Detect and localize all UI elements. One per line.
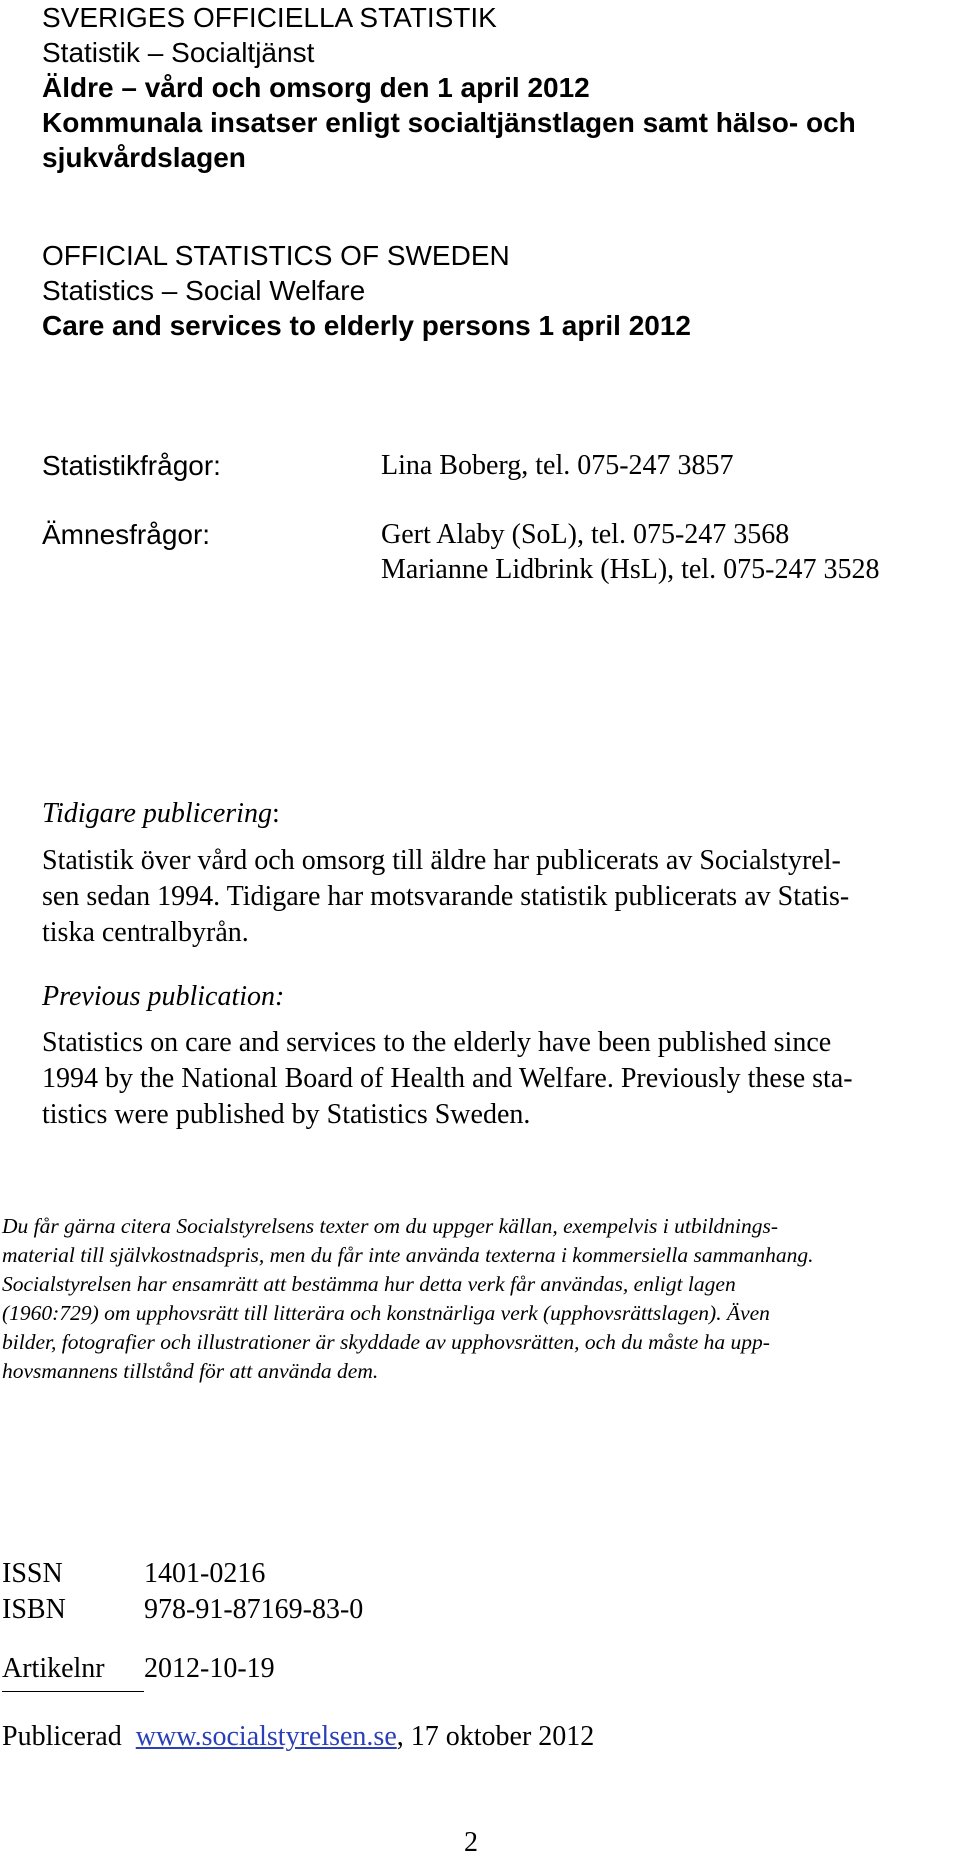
header-swedish: [42, 0, 856, 175]
series-title: SVERIGES OFFICIELLA STATISTIK: [42, 2, 497, 33]
issn-value: 1401-0216: [144, 1558, 266, 1589]
copyright-notice: [2, 1212, 952, 1386]
subject-title-en: Statistics – Social Welfare: [42, 275, 366, 306]
statistics-contact: Lina Boberg, tel. 075-247 3857: [381, 450, 734, 481]
copyright-line: material till självkostnadspris, men du får inte använda texterna i kommersiella sammanhang.: [2, 1243, 814, 1267]
page-number: 2: [464, 1827, 478, 1858]
issn-label: ISSN: [2, 1558, 63, 1589]
copyright-line: bilder, fotografier och illustrationer är skyddade av upphovsrätten, och du måste ha upp-: [2, 1330, 770, 1354]
subject-title: Statistik – Socialtjänst: [42, 37, 315, 68]
previous-publication-heading: Previous publication:: [42, 981, 285, 1012]
isbn-value: 978-91-87169-83-0: [144, 1594, 364, 1625]
report-title-en: Care and services to elderly persons 1 april 2012: [42, 310, 692, 341]
statistics-questions-label: Statistikfrågor:: [42, 450, 221, 481]
subject-questions-label: Ämnesfrågor:: [42, 519, 211, 550]
website-link[interactable]: www.socialstyrelsen.se: [135, 1721, 397, 1752]
earlier-publication-heading: Tidigare publicering:: [42, 798, 280, 829]
copyright-line: hovsmannens tillstånd för att använda dem.: [2, 1359, 379, 1383]
isbn-label: ISBN: [2, 1594, 66, 1625]
copyright-line: Du får gärna citera Socialstyrelsens texter om du uppger källan, exempelvis i utbildnings-: [2, 1214, 779, 1238]
report-title: Äldre – vård och omsorg den 1 april 2012: [42, 72, 590, 103]
subject-contact-1: Gert Alaby (SoL), tel. 075-247 3568: [381, 519, 790, 550]
paragraph-line: tistics were published by Statistics Sweden.: [42, 1099, 531, 1130]
published-line: [2, 1721, 594, 1753]
report-subtitle-line2: sjukvårdslagen: [42, 142, 246, 173]
report-subtitle-line1: Kommunala insatser enligt socialtjänstlagen samt hälso- och: [42, 107, 856, 138]
paragraph-line: Statistics on care and services to the elderly have been published since: [42, 1027, 832, 1058]
subject-contact-2: Marianne Lidbrink (HsL), tel. 075-247 3528: [381, 554, 880, 585]
published-label: Publicerad: [2, 1721, 122, 1752]
article-number-label: Artikelnr: [2, 1653, 105, 1684]
header-english: [42, 238, 691, 343]
earlier-publication-text: [42, 843, 942, 951]
paragraph-line: 1994 by the National Board of Health and Welfare. Previously these sta-: [42, 1063, 853, 1094]
article-number-value: 2012-10-19: [144, 1653, 275, 1684]
copyright-line: (1960:729) om upphovsrätt till litterära och konstnärliga verk (upphovsrättslagen). Även: [2, 1301, 770, 1325]
previous-publication-text: [42, 1025, 942, 1133]
paragraph-line: Statistik över vård och omsorg till äldre har publicerats av Socialstyrel-: [42, 845, 841, 876]
published-date: , 17 oktober 2012: [396, 1721, 595, 1752]
series-title-en: OFFICIAL STATISTICS OF SWEDEN: [42, 240, 510, 271]
paragraph-line: sen sedan 1994. Tidigare har motsvarande statistik publicerats av Statis-: [42, 881, 850, 912]
divider-rule: [2, 1691, 144, 1692]
paragraph-line: tiska centralbyrån.: [42, 917, 249, 948]
copyright-line: Socialstyrelsen har ensamrätt att bestämma hur detta verk får användas, enligt lagen: [2, 1272, 736, 1296]
